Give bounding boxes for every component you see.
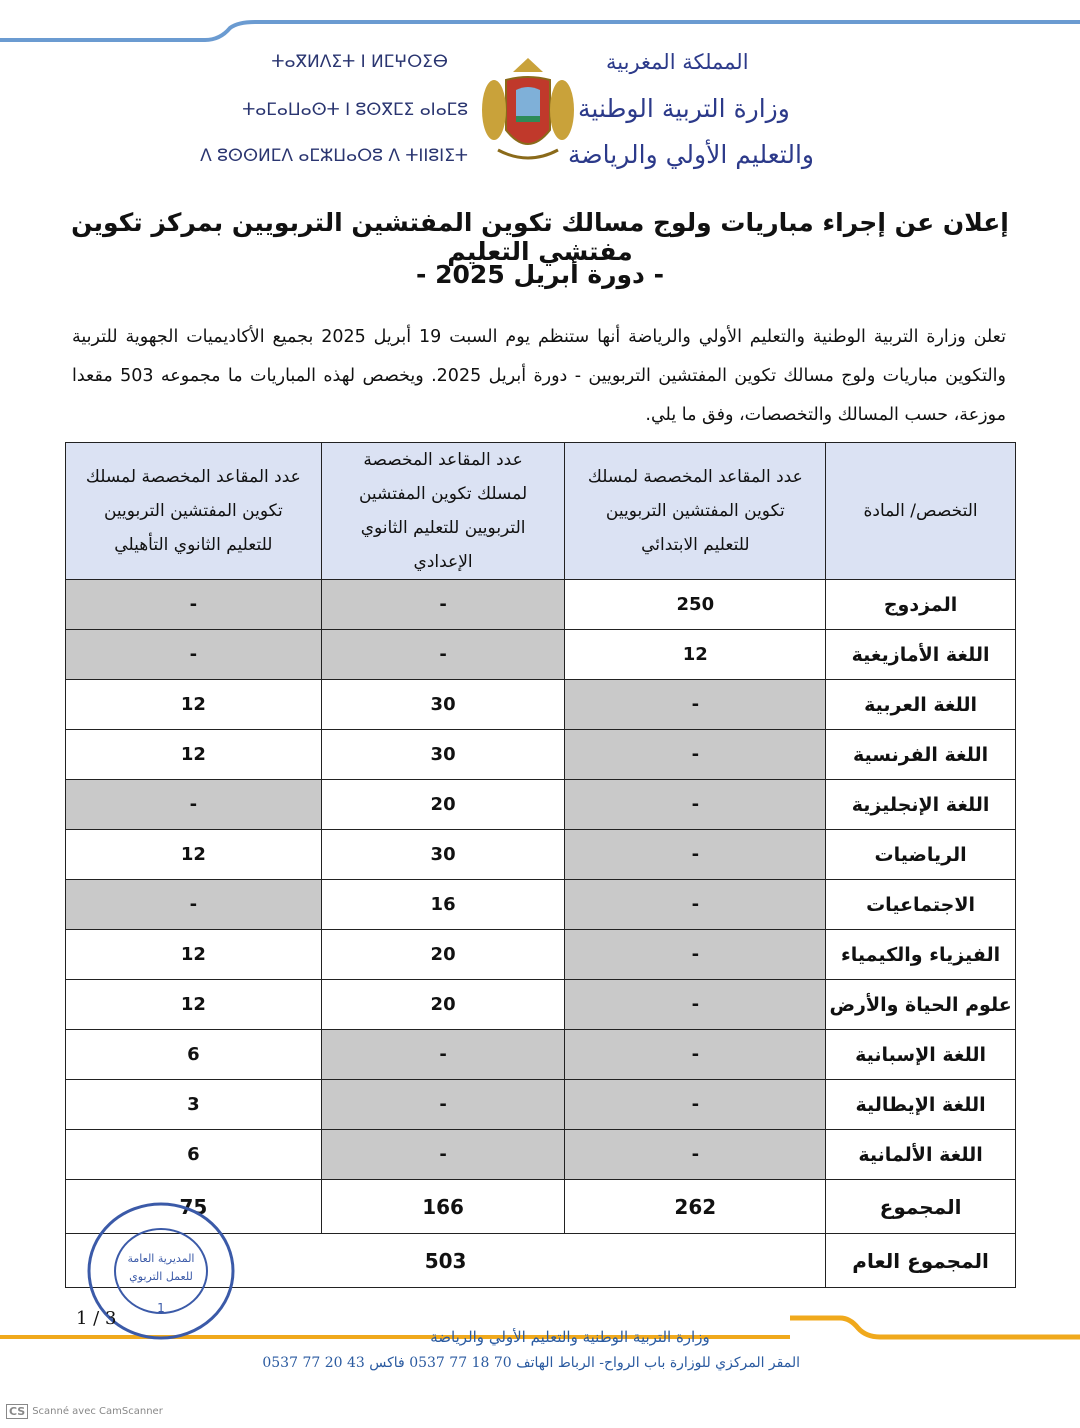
ministry-name-line-1: وزارة التربية الوطنية bbox=[578, 94, 790, 123]
subject-cell: علوم الحياة والأرض bbox=[826, 980, 1016, 1030]
seats-cell: - bbox=[565, 1030, 826, 1080]
seats-cell: - bbox=[565, 680, 826, 730]
table-row bbox=[66, 830, 1016, 880]
svg-text:للعمل التربوي: للعمل التربوي bbox=[129, 1270, 193, 1283]
subject-cell: اللغة الألمانية bbox=[826, 1130, 1016, 1180]
seats-cell: - bbox=[565, 1080, 826, 1130]
subject-cell: اللغة الإنجليزية bbox=[826, 780, 1016, 830]
table-row bbox=[66, 680, 1016, 730]
seats-cell: 12 bbox=[66, 980, 322, 1030]
subject-cell: اللغة العربية bbox=[826, 680, 1016, 730]
seats-cell: - bbox=[565, 930, 826, 980]
seats-cell: 20 bbox=[321, 930, 565, 980]
grand-total-value: 503 bbox=[66, 1234, 826, 1288]
tifinagh-line-2: ⵜⴰⵎⴰⵡⴰⵙⵜ ⵏ ⵓⵙⴳⵎⵉ ⴰⵏⴰⵎⵓ bbox=[242, 100, 468, 120]
seats-cell: - bbox=[565, 780, 826, 830]
total-cell: 75 bbox=[66, 1180, 322, 1234]
header-subject: التخصص/ المادة bbox=[826, 443, 1016, 580]
moroccan-emblem-icon bbox=[478, 50, 578, 168]
subject-cell: الرياضيات bbox=[826, 830, 1016, 880]
subject-cell: الاجتماعيات bbox=[826, 880, 1016, 930]
watermark-text: Scanné avec CamScanner bbox=[32, 1406, 163, 1417]
seats-cell: 3 bbox=[66, 1080, 322, 1130]
total-cell: 166 bbox=[321, 1180, 565, 1234]
tifinagh-line-3: ⴷ ⵓⵙⵙⵍⵎⴷ ⴰⵎⵣⵡⴰⵔⵓ ⴷ ⵜⵏⵏⵓⵏⵉⵜ bbox=[200, 146, 468, 166]
seats-cell: - bbox=[66, 880, 322, 930]
seats-cell: 30 bbox=[321, 830, 565, 880]
seats-cell: - bbox=[66, 780, 322, 830]
tifinagh-line-1: ⵜⴰⴳⵍⴷⵉⵜ ⵏ ⵍⵎⵖⵔⵉⴱ bbox=[271, 52, 448, 72]
seats-cell: - bbox=[565, 830, 826, 880]
grand-total-label: المجموع العام bbox=[826, 1234, 1016, 1288]
seats-cell: 12 bbox=[66, 680, 322, 730]
seats-cell: 6 bbox=[66, 1030, 322, 1080]
camscanner-watermark bbox=[6, 1404, 163, 1419]
table-header-row bbox=[66, 443, 1016, 580]
seats-cell: 16 bbox=[321, 880, 565, 930]
seats-cell: 250 bbox=[565, 580, 826, 630]
footer-ministry: وزارة التربية الوطنية والتعليم الأولي والرياضة bbox=[430, 1328, 710, 1346]
stamp-center-text: المديرية العامة bbox=[127, 1252, 195, 1265]
seats-cell: - bbox=[321, 1130, 565, 1180]
subject-cell: اللغة الإيطالية bbox=[826, 1080, 1016, 1130]
table-row bbox=[66, 980, 1016, 1030]
seats-cell: 20 bbox=[321, 980, 565, 1030]
seats-cell: 20 bbox=[321, 780, 565, 830]
seats-cell: 30 bbox=[321, 730, 565, 780]
table-row bbox=[66, 930, 1016, 980]
header-middle: عدد المقاعد المخصصة لمسلك تكوين المفتشين التربويين للتعليم الثانوي الإعدادي bbox=[321, 443, 565, 580]
seats-cell: - bbox=[66, 580, 322, 630]
seats-table bbox=[65, 442, 1016, 1288]
seats-cell: - bbox=[565, 880, 826, 930]
table-row bbox=[66, 1030, 1016, 1080]
kingdom-name: المملكة المغربية bbox=[606, 50, 749, 74]
table-row bbox=[66, 1080, 1016, 1130]
seats-cell: 6 bbox=[66, 1130, 322, 1180]
subject-cell: الفيزياء والكيمياء bbox=[826, 930, 1016, 980]
footer-address: المقر المركزي للوزارة باب الرواح- الرباط الهاتف 70 18 77 0537 فاكس 43 20 77 0537 bbox=[262, 1355, 800, 1371]
page-title: إعلان عن إجراء مباريات ولوج مسالك تكوين المفتشين التربويين بمركز تكوين مفتشي التعليم bbox=[71, 208, 1009, 266]
header-primary: عدد المقاعد المخصصة لمسلك تكوين المفتشين التربويين للتعليم الابتدائي bbox=[565, 443, 826, 580]
header-secondary: عدد المقاعد المخصصة لمسلك تكوين المفتشين التربويين للتعليم الثانوي التأهيلي bbox=[66, 443, 322, 580]
subject-cell: اللغة الأمازيغية bbox=[826, 630, 1016, 680]
table-row bbox=[66, 880, 1016, 930]
camscanner-logo-icon: CS bbox=[6, 1404, 28, 1419]
subject-cell: المزدوج bbox=[826, 580, 1016, 630]
seats-cell: - bbox=[321, 630, 565, 680]
total-cell: 262 bbox=[565, 1180, 826, 1234]
total-label: المجموع bbox=[826, 1180, 1016, 1234]
ministry-name-line-2: والتعليم الأولي والرياضة bbox=[568, 140, 814, 169]
seats-cell: - bbox=[321, 1030, 565, 1080]
stamp-number: 1 bbox=[157, 1301, 165, 1315]
seats-cell: - bbox=[565, 980, 826, 1030]
seats-cell: - bbox=[321, 1080, 565, 1130]
table-row bbox=[66, 1130, 1016, 1180]
seats-cell: - bbox=[565, 730, 826, 780]
seats-cell: 12 bbox=[66, 730, 322, 780]
intro-paragraph: تعلن وزارة التربية الوطنية والتعليم الأولي والرياضة أنها ستنظم يوم السبت 19 أبريل 2025 بجميع الأكاديميات الجهوية للتربية والتكوين مباريات ولوج مسالك تكوين المفتشين التربويين - دورة أبريل 2025. ويخصص لهذه المباريات ما مجموعه 503 مقعدا موزعة، حسب المسالك والتخصصات، وفق ما يلي. bbox=[72, 327, 1006, 425]
table-row bbox=[66, 730, 1016, 780]
seats-cell: 12 bbox=[66, 830, 322, 880]
seats-cell: 30 bbox=[321, 680, 565, 730]
seats-cell: - bbox=[66, 630, 322, 680]
seats-cell: - bbox=[565, 1130, 826, 1180]
table-row bbox=[66, 580, 1016, 630]
page-subtitle: - دورة أبريل 2025 - bbox=[416, 260, 664, 289]
table-row bbox=[66, 780, 1016, 830]
subject-cell: اللغة الإسبانية bbox=[826, 1030, 1016, 1080]
page-number: 1 / 3 bbox=[76, 1308, 117, 1329]
seats-cell: - bbox=[321, 580, 565, 630]
table-row bbox=[66, 630, 1016, 680]
seats-cell: 12 bbox=[66, 930, 322, 980]
subject-cell: اللغة الفرنسية bbox=[826, 730, 1016, 780]
seats-cell: 12 bbox=[565, 630, 826, 680]
